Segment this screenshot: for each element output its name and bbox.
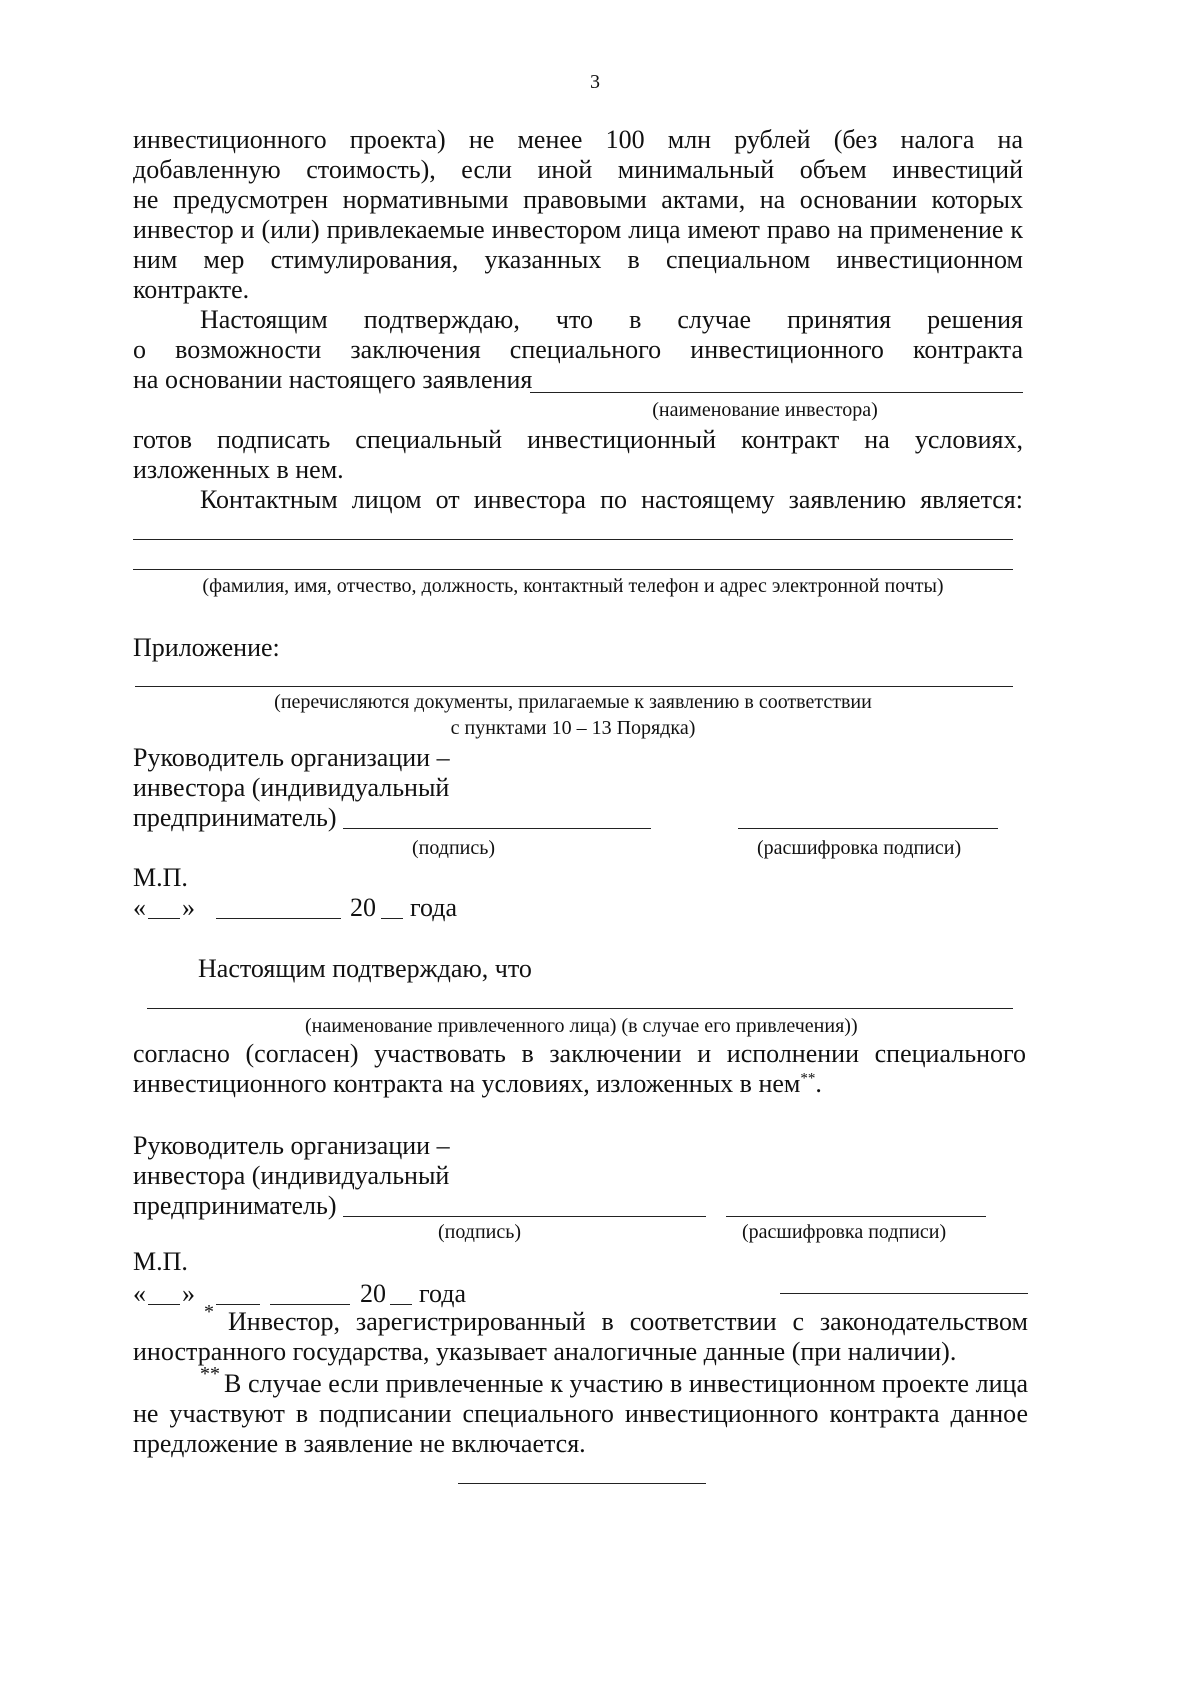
caption-attracted: (наименование привлеченного лица) (в случае его привлечения)) bbox=[305, 1015, 858, 1037]
investor-name-line bbox=[530, 392, 1023, 393]
footnote1-line-2: иностранного государства, указывает аналогичные данные (при наличии). bbox=[133, 1337, 957, 1366]
para1-line-4: инвестор и (или) привлекаемые инвестором лица имеют право на применение к bbox=[133, 215, 1023, 244]
appendix-label: Приложение: bbox=[133, 633, 280, 662]
sign2-date-day-line bbox=[148, 1304, 180, 1305]
sign2-date-open-quote: « bbox=[133, 1279, 146, 1308]
sign1-caption-signature: (подпись) bbox=[412, 837, 496, 859]
sign1-title-line-1: Руководитель организации – bbox=[133, 743, 450, 772]
para4-period: . bbox=[815, 1069, 822, 1098]
para1-line-5: ним мер стимулирования, указанных в специальном инвестиционном bbox=[133, 245, 1023, 274]
caption-appendix-line-1: (перечисляются документы, прилагаемые к заявлению в соответствии bbox=[274, 691, 872, 713]
sign1-date-close-quote: » bbox=[182, 893, 195, 922]
footnote2-line-2: не участвуют в подписании специального инвестиционного контракта данное bbox=[133, 1399, 1028, 1428]
sign2-date-year-line bbox=[390, 1304, 412, 1305]
para2-line-2: о возможности заключения специального инвестиционного контракта bbox=[133, 335, 1023, 364]
appendix-line bbox=[135, 686, 1013, 687]
page-number: 3 bbox=[590, 71, 600, 93]
footnote1-line-1: Инвестор, зарегистрированный в соответствии с законодательством bbox=[228, 1307, 1028, 1336]
sign1-date-day-line bbox=[148, 918, 180, 919]
sign1-date-year: 20 bbox=[350, 893, 376, 922]
sign1-date-year-line bbox=[381, 918, 403, 919]
footnote1-mark: * bbox=[204, 1301, 214, 1323]
sign1-date-word: года bbox=[410, 893, 458, 922]
sign2-decoding-line bbox=[726, 1216, 986, 1217]
sign2-caption-decoding: (расшифровка подписи) bbox=[742, 1221, 947, 1243]
para4-line-2: инвестиционного контракта на условиях, изложенных в нем bbox=[133, 1069, 801, 1098]
contact-line: Контактным лицом от инвестора по настоящему заявлению является: bbox=[200, 485, 1023, 514]
footnote2-line-1: В случае если привлеченные к участию в инвестиционном проекте лица bbox=[224, 1369, 1028, 1398]
sign1-title-line-3: предприниматель) bbox=[133, 803, 337, 832]
para3-line-2: изложенных в нем. bbox=[133, 455, 344, 484]
footnote2-mark: ** bbox=[200, 1363, 220, 1385]
sign2-date-month-line-2 bbox=[270, 1304, 350, 1305]
sign2-signature-line bbox=[343, 1216, 706, 1217]
para1-line-6: контракте. bbox=[133, 275, 250, 304]
sign1-decoding-line bbox=[738, 828, 998, 829]
sign1-caption-decoding: (расшифровка подписи) bbox=[757, 837, 962, 859]
para3-line-1: готов подписать специальный инвестиционный контракт на условиях, bbox=[133, 425, 1023, 454]
caption-investor-name: (наименование инвестора) bbox=[652, 399, 878, 421]
contact-line-2 bbox=[133, 569, 1013, 570]
caption-appendix-line-2: с пунктами 10 – 13 Порядка) bbox=[450, 717, 696, 739]
para4-line-2-wrap bbox=[133, 1068, 822, 1100]
para1-line-1: инвестиционного проекта) не менее 100 млн рублей (без налога на bbox=[133, 125, 1023, 154]
sign2-date-close-quote: » bbox=[182, 1279, 195, 1308]
sign1-signature-line bbox=[343, 828, 651, 829]
end-separator bbox=[458, 1483, 706, 1484]
attracted-name-line bbox=[147, 1008, 1013, 1009]
sign2-stamp: М.П. bbox=[133, 1247, 188, 1276]
para1-line-3: не предусмотрен нормативными правовыми актами, на основании которых bbox=[133, 185, 1023, 214]
sign1-stamp: М.П. bbox=[133, 863, 188, 892]
sign2-date-word: года bbox=[419, 1279, 467, 1308]
footnote-separator bbox=[780, 1293, 1028, 1294]
sign1-title-line-2: инвестора (индивидуальный bbox=[133, 773, 450, 802]
footnote2-line-3: предложение в заявление не включается. bbox=[133, 1429, 586, 1458]
para2-line-1: Настоящим подтверждаю, что в случае принятия решения bbox=[200, 305, 1023, 334]
sign2-date-month-line-1 bbox=[216, 1304, 260, 1305]
sign2-title-line-1: Руководитель организации – bbox=[133, 1131, 450, 1160]
para4-footnote-mark: ** bbox=[800, 1070, 816, 1087]
sign2-title-line-3: предприниматель) bbox=[133, 1191, 337, 1220]
sign2-caption-signature: (подпись) bbox=[438, 1221, 522, 1243]
confirm-line: Настоящим подтверждаю, что bbox=[198, 954, 532, 983]
sign2-title-line-2: инвестора (индивидуальный bbox=[133, 1161, 450, 1190]
contact-line-1 bbox=[133, 539, 1013, 540]
para2-line-3: на основании настоящего заявления bbox=[133, 365, 533, 394]
sign1-date-month-line bbox=[216, 918, 341, 919]
sign1-date-open-quote: « bbox=[133, 893, 146, 922]
para4-line-1: согласно (согласен) участвовать в заключении и исполнении специального bbox=[133, 1039, 1026, 1068]
para1-line-2: добавленную стоимость), если иной минимальный объем инвестиций bbox=[133, 155, 1023, 184]
sign2-date-year: 20 bbox=[360, 1279, 386, 1308]
caption-contact: (фамилия, имя, отчество, должность, контактный телефон и адрес электронной почты) bbox=[202, 575, 944, 597]
